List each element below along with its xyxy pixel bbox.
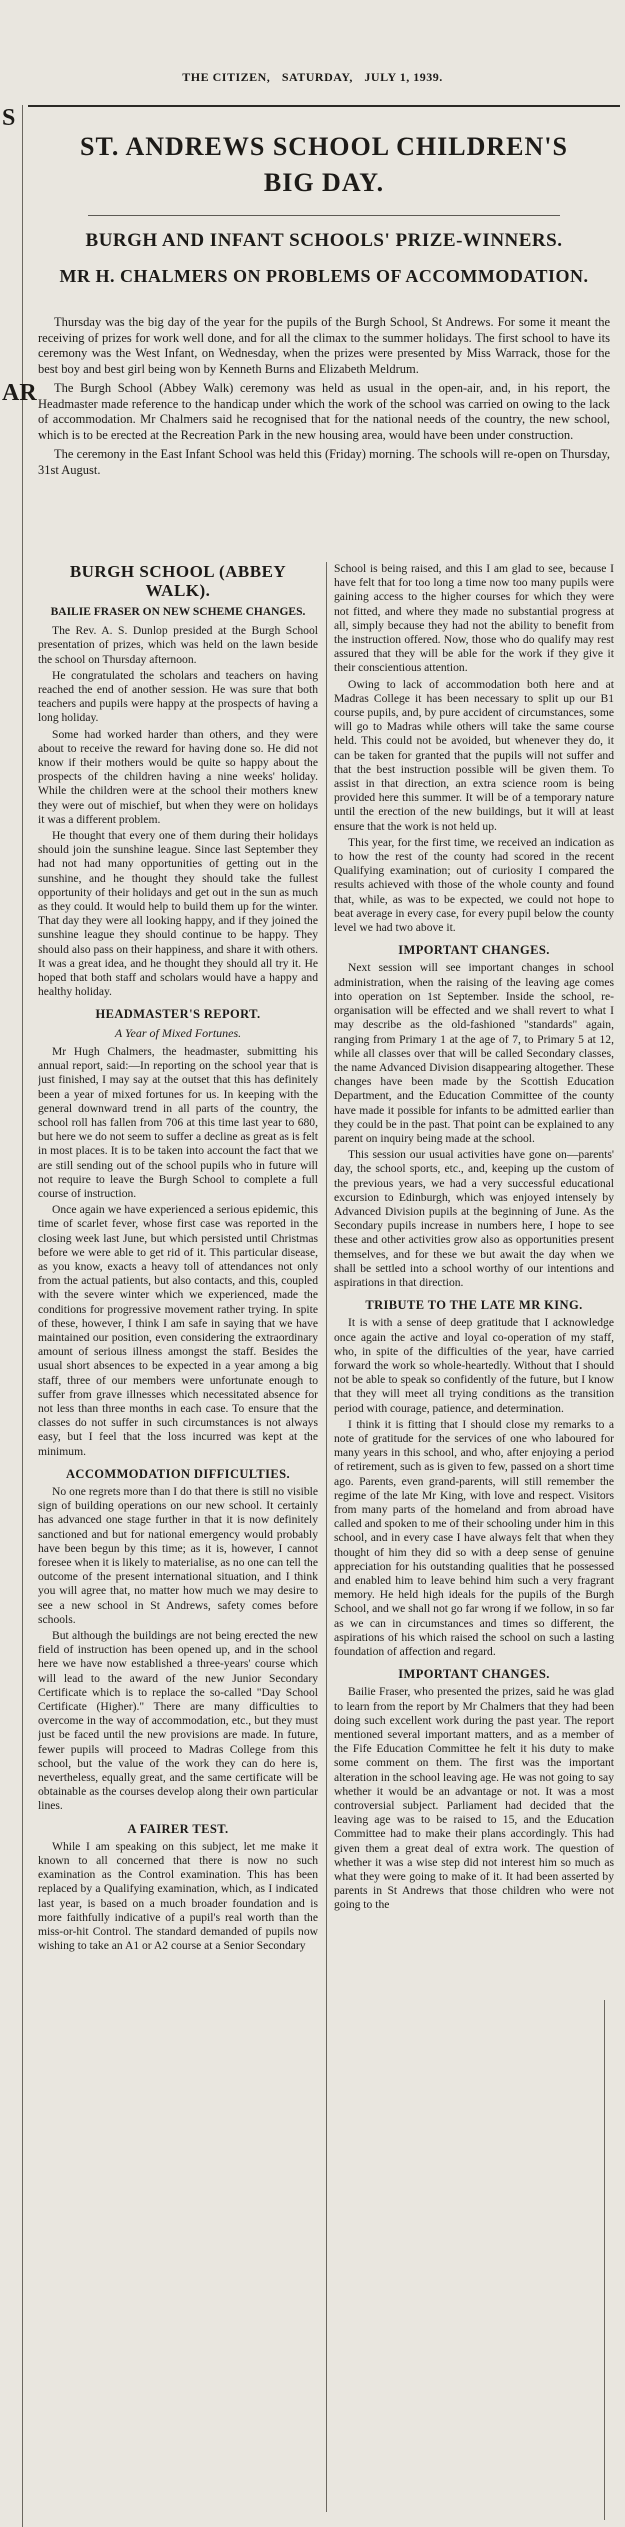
paragraph: Mr Hugh Chalmers, the headmaster, submitting his annual report, said:—In reporting on the school year that is just finished, I may say at the outset that this has definitely been a year of mixed fortunes for us. In keeping with the general downward trend in all parts of the country, the school roll has fallen from 706 at this time last year to 680, but here we do not seem to suffer a decline as great as is felt in most places. It is to be taken into account the fact that we are still sending out of the school pupils who in future will not require to leave the Burgh School to complete a full course of instruction. (38, 1044, 318, 1200)
section-heading: IMPORTANT CHANGES. (398, 943, 550, 958)
paragraph: Bailie Fraser, who presented the prizes, said he was glad to learn from the report by Mr Chalmers that they had been doing such excellent work during the past year. The report mentioned several important matters, and as a member of the Fife Education Committee he felt it his duty to make some comment on them. The first was the important alteration in the school leaving age. He was not going to say whether it would be an advantage or not. It was a most controversial subject. Parliament had decided that the leaving age was to be raised to 15, and the Education Committee had to make their plans accordingly. This had given them a great deal of extra work. The question of whether it was a wise step did not interest him so much as what they were going to make of it. It had been asserted by parents in St Andrews that those children who were not going to the (334, 1685, 614, 1912)
paragraph: I think it is fitting that I should close my remarks to a note of gratitude for the services of one who laboured for many years in this school, and who, after enjoying a period of retirement, such as is given to few, passed on a short time ago. Parents, even grand-parents, will still remember the regime of the late Mr King, with love and respect. Visitors from many parts of the homeland and from abroad have called and spoken to me of their schooling under him in this school, and in every case I have always felt that when they thought of him they did so with a deep sense of genuine appreciation for his outstanding qualities that he possessed and enabled him to leave behind him such a very fragrant memory. He held high ideals for the pupils of the Burgh School, and we shall not go far wrong if we follow, in so far as we can in circumstances and times so different, the aspirations of his which raised the school on such a lasting foundation of affection and regard. (334, 1417, 614, 1659)
column-rule (326, 562, 327, 2512)
paragraph: This session our usual activities have gone on—parents' day, the school sports, etc., and, keeping up the custom of the previous years, we had a very successful educational excursion to Edinburgh, which was enjoyed intensely by Advanced Division pupils at the beginning of June. As the Secondary pupils increase in numbers here, I hope to see these and other activities grow also as opportunities present themselves, and for these we but await the day when we shall be settled into a school worthy of our intentions and aspirations in that direction. (334, 1148, 614, 1289)
paragraph: Owing to lack of accommodation both here and at Madras College it has been necessary to split up our B1 course pupils, and, by pure accident of circumstances, some will go to Madras while others will take the same course held. This could not be avoided, but whenever they do, it can be taken for granted that the pupils will not suffer and that the best instruction possible will be given them. To assist in that direction, an extra science room is being provided here this summer. It will be of a temporary nature until the erection of the new buildings, but it will at least ensure that the work is not held up. (334, 677, 614, 833)
intro-paragraph: Thursday was the big day of the year for the pupils of the Burgh School, St Andrews. For some it meant the receiving of prizes for work well done, and for all the climax to the summer holidays. The first school to have its ceremony was the West Infant, on Wednesday, when the prizes were presented by Miss Warrack, those for the best boy and best girl being won by Kenneth Burns and Elizabeth Meldrum. (38, 315, 610, 376)
paragraph: While I am speaking on this subject, let me make it known to all concerned that there is now no such examination as the Control examination. This has been replaced by a Qualifying examination, which, as I indicated last year, is based on a much broader foundation and is more faithfully indicative of a pupil's real worth than the miss-or-hit Control. The standard demanded of pupils now wishing to take an A1 or A2 course at a Senior Secondary (38, 1839, 318, 1953)
paragraph: No one regrets more than I do that there is still no visible sign of building operations on our new school. It certainly has advanced one stage further in that it is now definitely sanctioned and but for national emergency would probably have been begun by this time; as it is, however, I cannot foresee when it is likely to materialise, as no one can tell the outcome of the present international situation, and I think you will agree that, no matter how much we may desire to see a new school in St Andrews, safety comes before schools. (38, 1484, 318, 1626)
subheadline: BURGH AND INFANT SCHOOLS' PRIZE-WINNERS. (85, 230, 563, 251)
edge-mark: AR (2, 380, 37, 406)
headline-line-2: BIG DAY. (263, 168, 385, 197)
intro-paragraph: The ceremony in the East Infant School was held this (Friday) morning. The schools will re-open on Thursday, 31st August. (38, 447, 610, 477)
paragraph: This year, for the first time, we received an indication as to how the rest of the county had scored in the recent Qualifying examination; out of curiosity I compared the results achieved with those of the whole county and found that, while, as was to be expected, we could not hope to beat average in every case, for every pupil below the county level we had two above it. (334, 835, 614, 935)
paragraph: He thought that every one of them during their holidays should join the sunshine league. Since last September they had not had many opportunities of getting out in the sunshine, and he thought they should take the fullest opportunity of their holidays and get out in the sun as much as they could. It would help to build them up for the winter. That day they were all looking happy, and if they joined the sunshine league they should continue to be happy. They should also pass on their happiness, and share it with others. It was a great idea, and he thought they should all try it. He hoped that both staff and scholars would have a happy and healthy holiday. (38, 829, 318, 999)
subheadline-secondary: MR H. CHALMERS ON PROBLEMS OF ACCOMMODATION. (59, 266, 589, 286)
intro-paragraph: The Burgh School (Abbey Walk) ceremony was held as usual in the open-air, and, in his report, the Headmaster made reference to the handicap under which the work of the school was carried on owing to the lack of accommodation. Mr Chalmers said he recognised that for the national needs of the country, the new school, which is to be erected at the Recreation Park in the new housing area, would have been under construction. (38, 381, 610, 442)
left-column (38, 562, 318, 2512)
section-heading: HEADMASTER'S REPORT. (95, 1007, 261, 1022)
issue-date: JULY 1, 1939. (364, 70, 443, 84)
section-heading: IMPORTANT CHANGES. (398, 1667, 550, 1682)
paragraph: School is being raised, and this I am glad to see, because I have felt that for too long a time now too many pupils were gaining access to the higher courses for which they were not fitted, and where they made no substantial progress at all, simply because they had not the ability to benefit from the instruction offered. Now, those who do qualify may rest assured that they will be able for the work if they give it their conscientious attention. (334, 562, 614, 675)
article (28, 105, 620, 2507)
right-column (334, 562, 614, 2512)
section-heading: A FAIRER TEST. (127, 1821, 229, 1836)
paragraph: But although the buildings are not being erected the new field of instruction has been opened up, and in the school here we have now established a three-years' course which will lead to the award of the new Junior Secondary Certificate which is to replace the so-called "Day School Certificate (Higher)." There are many difficulties to overcome in the way of accommodation, etc., but they must just be faced until the new provisions are made. In future, fewer pupils will proceed to Madras College from this school, but the value of the work they can do here is, nevertheless, equally great, and the same certificate will be obtainable as the courses develop along their own particular lines. (38, 1629, 318, 1813)
edge-mark: S (2, 105, 16, 131)
paper-name: THE CITIZEN, (182, 70, 271, 84)
article-columns (38, 562, 618, 2512)
section-heading: BAILIE FRASER ON NEW SCHEME CHANGES. (50, 606, 306, 618)
intro (38, 315, 610, 478)
paragraph: Some had worked harder than others, and they were about to receive the reward for having done so. He did not know if their mothers would be quite so happy about the prospects of the children having a nine weeks' holiday. While the children were at the school their mothers knew they were out of mischief, but when they were on holidays it was a different problem. (38, 727, 318, 826)
headline (28, 129, 620, 201)
paragraph: Once again we have experienced a serious epidemic, this time of scarlet fever, whose first case was reported in the closing week last June, but which persisted until Christmas before we were able to get rid of it. This particular disease, as you know, exacts a heavy toll of attendances not only from the actual patients, but also contacts, and this, coupled with the severe winter which we experienced, made the conditions for progressive movement rather trying. In spite of these, however, I think I am safe in saying that we have maintained our position, even considering the extraordinary amount of serious illness amongst the staff. Besides the usual short absences to be expected in a year among a big staff, three of our members were unfortunate enough to suffer from grave illnesses which necessitated absence for not less than three months in each case. To ensure that the classes do not suffer in such circumstances is not always easy, but I feel that the loss incurred was kept at the minimum. (38, 1203, 318, 1458)
section-heading: TRIBUTE TO THE LATE MR KING. (365, 1298, 583, 1313)
section-subheading: A Year of Mixed Fortunes. (114, 1025, 242, 1040)
section-heading: ACCOMMODATION DIFFICULTIES. (65, 1466, 290, 1481)
paragraph: Next session will see important changes in school administration, when the raising of the leaving age comes into operation on 1st September. Inside the school, re-organisation will be effected and we shall revert to what I may describe as the old-fashioned "standards" again, ranging from Primary 1 at the age of 7, to Primary 5 at 12, while all classes over that will be called Secondary classes, the name Advanced Division disappearing altogether. These changes have been made by the Scottish Education Department, and the Education Committee of the county have made it possible for infants to be admitted earlier than they could be in the past. That point can be explained to any parent on inquiry being made at the school. (334, 961, 614, 1145)
paragraph: It is with a sense of deep gratitude that I acknowledge once again the active and loyal co-operation of my staff, who, in spite of the difficulties of the year, have carried forward the work so whole-heartedly. Without that I should not be able to speak so confidently of the future, but I know that they will meet all trying conditions as the transition period with courage, patience, and determination. (334, 1316, 614, 1415)
divider (88, 215, 560, 216)
masthead (0, 70, 625, 90)
paragraph: He congratulated the scholars and teachers on having reached the end of another session. He was sure that both teachers and pupils were happy at the prospects of having a long holiday. (38, 668, 318, 725)
headline-line-1: ST. ANDREWS SCHOOL CHILDREN'S (80, 132, 568, 161)
adjacent-column-left-edge (0, 105, 37, 2527)
section-title: BURGH SCHOOL (ABBEY WALK). (69, 562, 287, 600)
paragraph: The Rev. A. S. Dunlop presided at the Burgh School presentation of prizes, which was held on the lawn beside the school on Thursday afternoon. (38, 624, 318, 666)
issue-day: SATURDAY, (281, 70, 353, 84)
